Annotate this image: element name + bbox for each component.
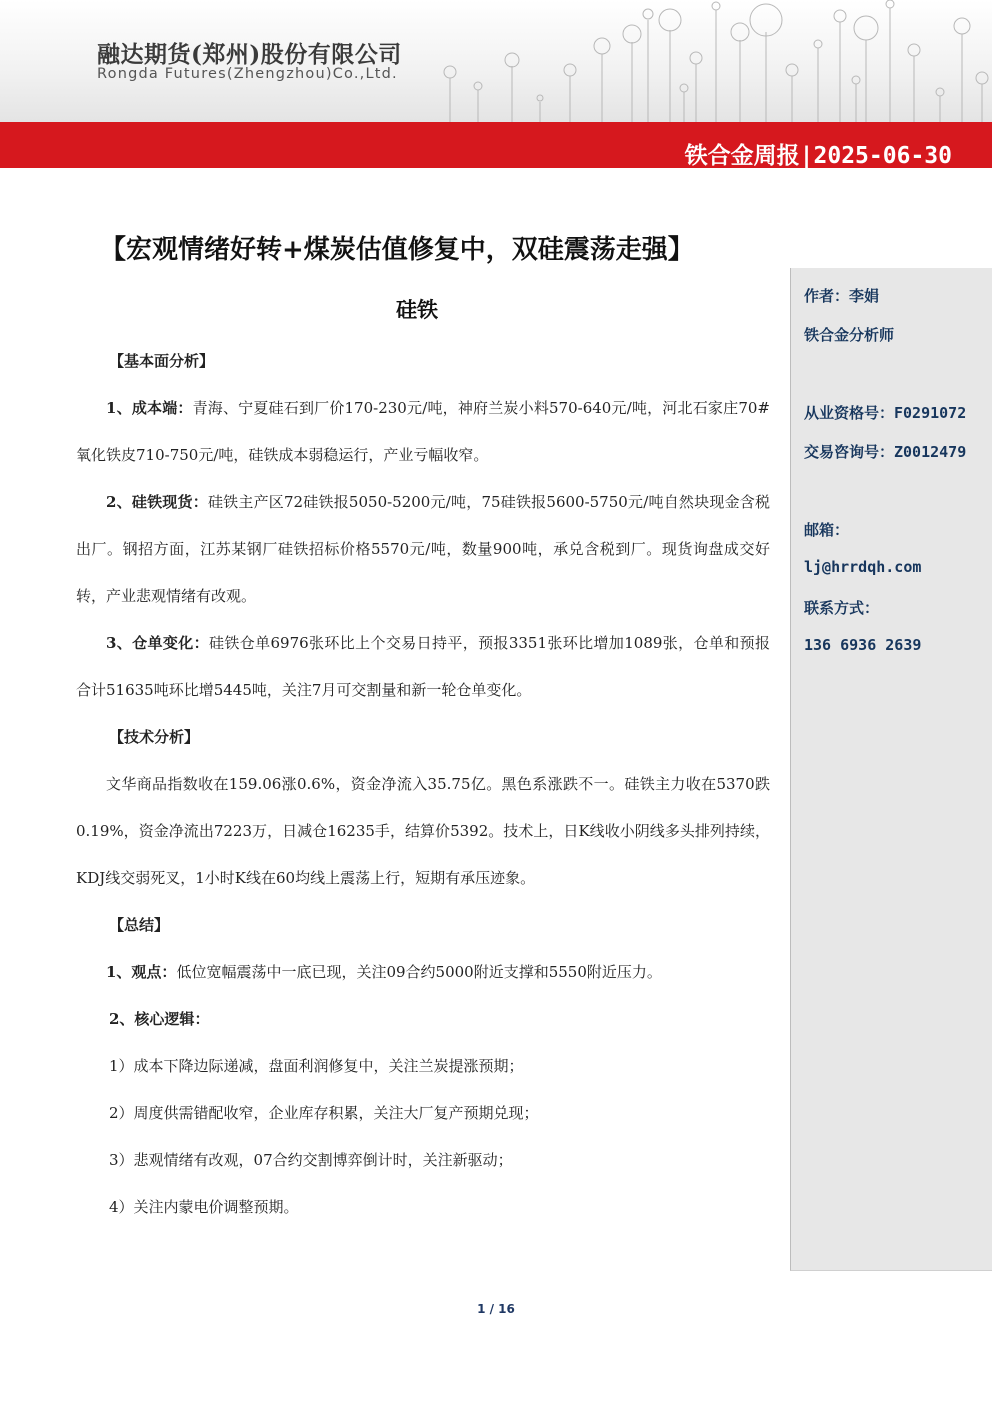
contact-label: 联系方式： [804, 599, 880, 617]
technical-heading: 【技术分析】 [109, 728, 200, 746]
page-number: 1 / 16 [477, 1302, 515, 1316]
qualification-number: 从业资格号：F0291072 [804, 404, 967, 422]
author-sidebar [790, 268, 992, 1271]
cost-text: 青海、宁夏硅石到厂价170-230元/吨，神府兰炭小料570-640元/吨，河北石家庄70#氧化铁皮710-750元/吨，硅铁成本弱稳运行，产业亏幅收窄。 [76, 399, 770, 464]
spot-text: 硅铁主产区72硅铁报5050-5200元/吨，75硅铁报5600-5750元/吨自然块现金含税出厂。钢招方面，江苏某钢厂硅铁招标价格5570元/吨，数量900吨，承兑含税到厂。现货询盘成交好转，产业悲观情绪有改观。 [76, 493, 770, 605]
warehouse-text: 硅铁仓单6976张环比上个交易日持平，预报3351张环比增加1089张，仓单和预报合计51635吨环比增5445吨，关注7月可交割量和新一轮仓单变化。 [76, 634, 770, 699]
report-title: 【宏观情绪好转+煤炭估值修复中，双硅震荡走强】 [100, 235, 694, 265]
cost-label: 1、成本端： [106, 399, 193, 417]
consult-number: 交易咨询号：Z0012479 [804, 443, 967, 461]
report-subtitle: 硅铁 [396, 297, 438, 322]
report-type-date: 铁合金周报|2025-06-30 [684, 143, 952, 169]
fundamental-heading: 【基本面分析】 [109, 352, 215, 370]
view-label: 1、观点： [106, 963, 177, 981]
paragraph-warehouse [76, 620, 770, 714]
company-name-en: Rongda Futures(Zhengzhou)Co.,Ltd. [97, 66, 398, 82]
report-body [76, 338, 770, 1231]
paragraph-cost [76, 385, 770, 479]
logic-item: 3）悲观情绪有改观，07合约交割博弈倒计时，关注新驱动； [109, 1151, 513, 1169]
phone-number: 136 6936 2639 [804, 636, 922, 654]
report-header [0, 0, 992, 122]
view-text: 低位宽幅震荡中一底已现，关注09合约5000附近支撑和5550附近压力。 [176, 963, 662, 981]
logic-item: 4）关注内蒙电价调整预期。 [109, 1198, 299, 1216]
logic-item: 2）周度供需错配收窄，企业库存积累，关注大厂复产预期兑现； [109, 1104, 539, 1122]
author-name: 作者：李娟 [804, 287, 880, 305]
header-decoration-graphic [420, 0, 992, 122]
logic-heading: 2、核心逻辑： [109, 1010, 210, 1028]
technical-text: 文华商品指数收在159.06涨0.6%，资金净流入35.75亿。黑色系涨跌不一。硅铁主力收在5370跌0.19%，资金净流出7223万，日减仓16235手，结算价5392。技术上，日K线收小阴线多头排列持续，KDJ线交弱死叉，1小时K线在60均线上震荡上行，短期有承压迹象。 [76, 775, 770, 887]
email-label: 邮箱： [804, 521, 850, 539]
paragraph-spot [76, 479, 770, 620]
logic-item: 1）成本下降边际递减，盘面利润修复中，关注兰炭提涨预期； [109, 1057, 524, 1075]
spot-label: 2、硅铁现货： [106, 493, 208, 511]
warehouse-label: 3、仓单变化： [106, 634, 210, 652]
paragraph-view [76, 949, 770, 996]
summary-heading: 【总结】 [109, 916, 170, 934]
email-address[interactable]: lj@hrrdqh.com [804, 558, 922, 576]
company-name-cn: 融达期货(郑州)股份有限公司 [97, 41, 402, 68]
author-role: 铁合金分析师 [804, 326, 895, 344]
